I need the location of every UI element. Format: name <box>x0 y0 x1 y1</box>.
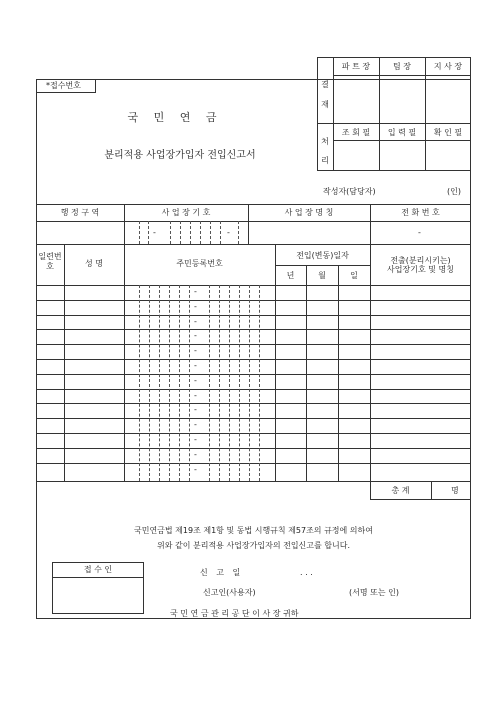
resident-number-cell-divider <box>209 285 210 481</box>
list-header-sub-line <box>275 265 370 266</box>
approval-header-branch-head: 지 사 장 <box>433 62 463 71</box>
header-resident-number: 주민등록번호 <box>176 259 223 268</box>
resident-number-cell-divider <box>159 285 160 481</box>
statement-line-2: 위와 같이 분리적용 사업장가입자의 전입신고를 합니다. <box>157 541 350 550</box>
table-row <box>36 359 471 360</box>
header-workplace-name: 사 업 장 명 칭 <box>284 208 334 217</box>
signature-label: (서명 또는 인) <box>349 588 399 597</box>
form-subtitle: 분리적용 사업장가입자 전입신고서 <box>104 150 256 161</box>
resident-number-cell-divider <box>229 285 230 481</box>
header-workplace-code: 사 업 장 기 호 <box>161 208 211 217</box>
workplace-code-cell-divider <box>180 221 181 244</box>
workplace-code-cell-divider <box>210 221 211 244</box>
resident-number-cell-divider <box>259 285 260 481</box>
workplace-table-bottom <box>36 244 471 245</box>
resident-number-dash: - <box>194 361 197 370</box>
resident-number-cell-divider <box>179 285 180 481</box>
resident-number-dash: - <box>194 331 197 340</box>
table-row <box>36 329 471 330</box>
resident-number-dash: - <box>194 317 197 326</box>
workplace-code-cell-divider <box>220 221 221 244</box>
table-row <box>36 418 471 419</box>
workplace-code-cell-divider <box>148 221 149 244</box>
approval-header-team-leader: 팀 장 <box>393 62 411 71</box>
approval-header-confirm: 확 인 필 <box>433 128 463 137</box>
workplace-code-dash-1: - <box>153 228 156 237</box>
resident-number-cell-divider <box>149 285 150 481</box>
form-title: 국 민 연 금 <box>127 111 223 124</box>
workplace-code-cell-divider <box>190 221 191 244</box>
resident-number-dash: - <box>194 346 197 355</box>
list-col-name <box>124 244 125 481</box>
workplace-header-line <box>36 221 471 222</box>
header-month: 월 <box>318 271 326 280</box>
author-label: 작성자(담당자) <box>323 187 376 196</box>
header-phone-number: 전 화 번 호 <box>401 208 440 217</box>
workplace-table-top <box>36 204 471 205</box>
header-serial-number: 일련번호 <box>38 252 62 271</box>
header-year: 년 <box>286 271 295 280</box>
resident-number-dash: - <box>194 287 197 296</box>
table-row <box>36 315 471 316</box>
workplace-code-cell-divider <box>139 221 140 244</box>
approval-header-inquiry: 조 회 필 <box>341 128 371 137</box>
resident-number-dash: - <box>194 465 197 474</box>
author-seal: (인) <box>447 187 461 196</box>
table-row <box>36 300 471 301</box>
resident-number-dash: - <box>194 302 197 311</box>
resident-number-cell-divider <box>189 285 190 481</box>
addressee: 국 민 연 금 관 리 공 단 이 사 장 귀하 <box>170 609 299 618</box>
table-row <box>36 344 471 345</box>
table-row <box>36 433 471 434</box>
table-row <box>36 448 471 449</box>
resident-number-cell-divider <box>249 285 250 481</box>
approval-side-label-top-1: 결 <box>321 80 329 89</box>
approval-side-label-bottom-1: 처 <box>321 137 329 146</box>
resident-number-dash: - <box>194 450 197 459</box>
header-admin-district: 행 정 구 역 <box>60 208 100 217</box>
workplace-code-cell-divider <box>238 221 239 244</box>
table-row <box>36 389 471 390</box>
report-date-dots: . . . <box>300 568 313 577</box>
table-row <box>36 463 471 464</box>
approval-header-input: 입 력 필 <box>387 128 417 137</box>
resident-number-cell-divider <box>139 285 140 481</box>
table-row <box>36 374 471 375</box>
report-date-label: 신 고 일 <box>200 568 244 577</box>
list-col-date-end <box>370 244 371 481</box>
approval-side-label-top-2: 재 <box>321 100 329 109</box>
resident-number-cell-divider <box>169 285 170 481</box>
statement-line-1: 국민연금법 제19조 제1항 및 동법 시행규칙 제57조의 규정에 의하여 <box>134 526 373 535</box>
total-unit: 명 <box>451 486 459 495</box>
reporter-label: 신고인(사용자) <box>203 588 256 597</box>
header-origin-line2: 사업장기호 및 명칭 <box>387 265 454 274</box>
header-name: 성 명 <box>85 259 103 268</box>
resident-number-dash: - <box>194 376 197 385</box>
receipt-number-label: *접수번호 <box>46 81 81 90</box>
header-origin-line1: 전출(분리시키는) <box>390 256 451 265</box>
table-row <box>36 403 471 404</box>
header-move-in-date: 전입(변동)일자 <box>296 251 349 260</box>
workplace-code-cell-divider <box>170 221 171 244</box>
total-label: 총 계 <box>391 486 410 495</box>
header-day: 일 <box>350 271 358 280</box>
phone-dash: - <box>418 228 421 237</box>
approval-top-header-line <box>333 75 471 76</box>
resident-number-cell-divider <box>239 285 240 481</box>
resident-number-dash: - <box>194 420 197 429</box>
receipt-stamp-divider <box>52 577 144 578</box>
list-col-serial <box>64 244 65 481</box>
resident-number-dash: - <box>194 405 197 414</box>
receipt-stamp-label: 접 수 인 <box>83 565 113 574</box>
workplace-code-cell-divider <box>200 221 201 244</box>
approval-side-label-bottom-2: 리 <box>321 156 329 165</box>
total-divider <box>431 481 432 500</box>
resident-number-cell-divider <box>219 285 220 481</box>
approval-header-part-leader: 파 트 장 <box>341 62 371 71</box>
list-header-bottom <box>36 285 471 286</box>
workplace-code-dash-2: - <box>227 228 230 237</box>
resident-number-dash: - <box>194 391 197 400</box>
resident-number-dash: - <box>194 435 197 444</box>
